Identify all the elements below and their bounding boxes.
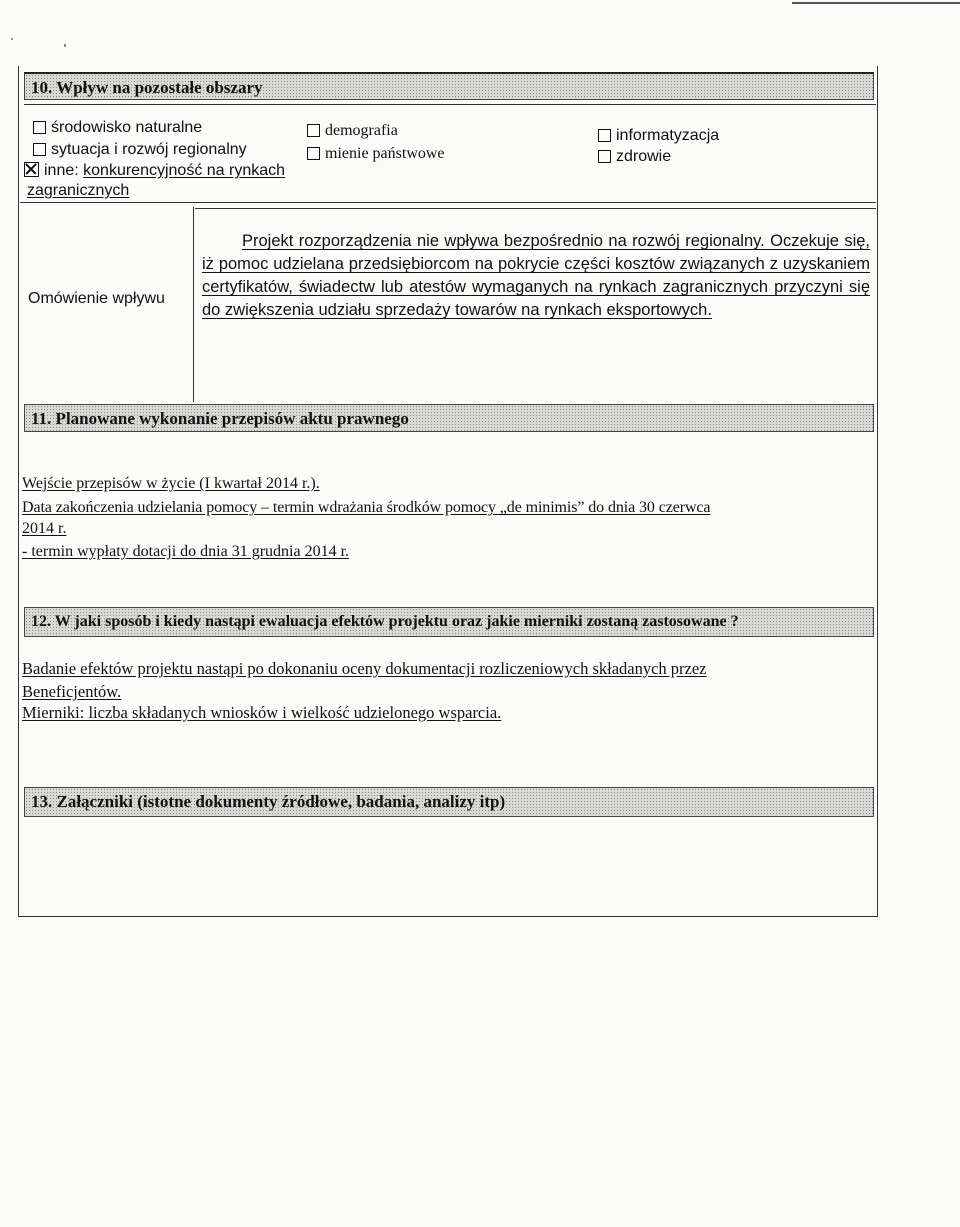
checkbox-environment[interactable]: środowisko naturalne [33,119,202,137]
checkbox-box [307,124,320,137]
section-10-header: 10. Wpływ na pozostałe obszary [24,72,874,100]
section-11-header: 11. Planowane wykonanie przepisów aktu prawnego [24,404,874,432]
column-divider [193,207,194,402]
section-11-line: - termin wypłaty dotacji do dnia 31 grudnia 2014 r. [22,543,350,560]
section-12-line: Beneficjentów. [22,682,122,701]
section-11-line: Wejście przepisów w życie (I kwartał 2014 r.). [22,475,320,492]
checkbox-box [33,121,46,134]
checkbox-informatization[interactable]: informatyzacja [598,127,719,145]
checkbox-regional[interactable]: sytuacja i rozwój regionalny [33,141,247,159]
scan-speck [11,38,13,40]
checkbox-state-property[interactable]: mienie państwowe [307,145,445,163]
checkbox-box-checked [24,162,39,177]
scan-edge-line [792,2,960,4]
divider [24,104,876,105]
section-11-line: Data zakończenia udzielania pomocy – termin wdrażania środków pomocy „de minimis” do dnia 30 czerwca [22,499,711,516]
other-text: konkurencyjność na rynkach [83,162,286,179]
divider [195,208,876,209]
other-text-continued: zagranicznych [27,182,130,199]
checkbox-box [307,147,320,160]
scan-speck [64,44,66,47]
section-12-header: 12. W jaki sposób i kiedy nastąpi ewaluacja efektów projektu oraz jakie mierniki zostaną zastosowane ? [24,607,874,637]
discussion-text: Projekt rozporządzenia nie wpływa bezpośrednio na rozwój regionalny. Oczekuje się, iż pomoc udzielana przedsiębiorcom na pokrycie części kosztów związanych z uzyskaniem certyfikatów, świadectw lub atestów wymaganych na rynkach zagranicznych przyczyni się do zwiększenia udziału sprzedaży towarów na rynkach eksportowych. [202,232,870,319]
section-13-header: 13. Załączniki (istotne dokumenty źródłowe, badania, analizy itp) [24,787,874,817]
checkbox-other[interactable]: inne: konkurencyjność na rynkach [24,162,285,180]
section-11-line: 2014 r. [22,520,67,537]
section-12-line: Mierniki: liczba składanych wniosków i wielkość udzielonego wsparcia. [22,703,502,722]
checkbox-demography[interactable]: demografia [307,122,398,140]
checkbox-box [598,129,611,142]
checkbox-box [598,150,611,163]
divider [20,202,876,203]
discussion-label: Omówienie wpływu [28,290,165,307]
checkbox-health[interactable]: zdrowie [598,148,671,166]
section-12-line: Badanie efektów projektu nastąpi po dokonaniu oceny dokumentacji rozliczeniowych składanych przez [22,659,707,678]
checkbox-box [33,143,46,156]
